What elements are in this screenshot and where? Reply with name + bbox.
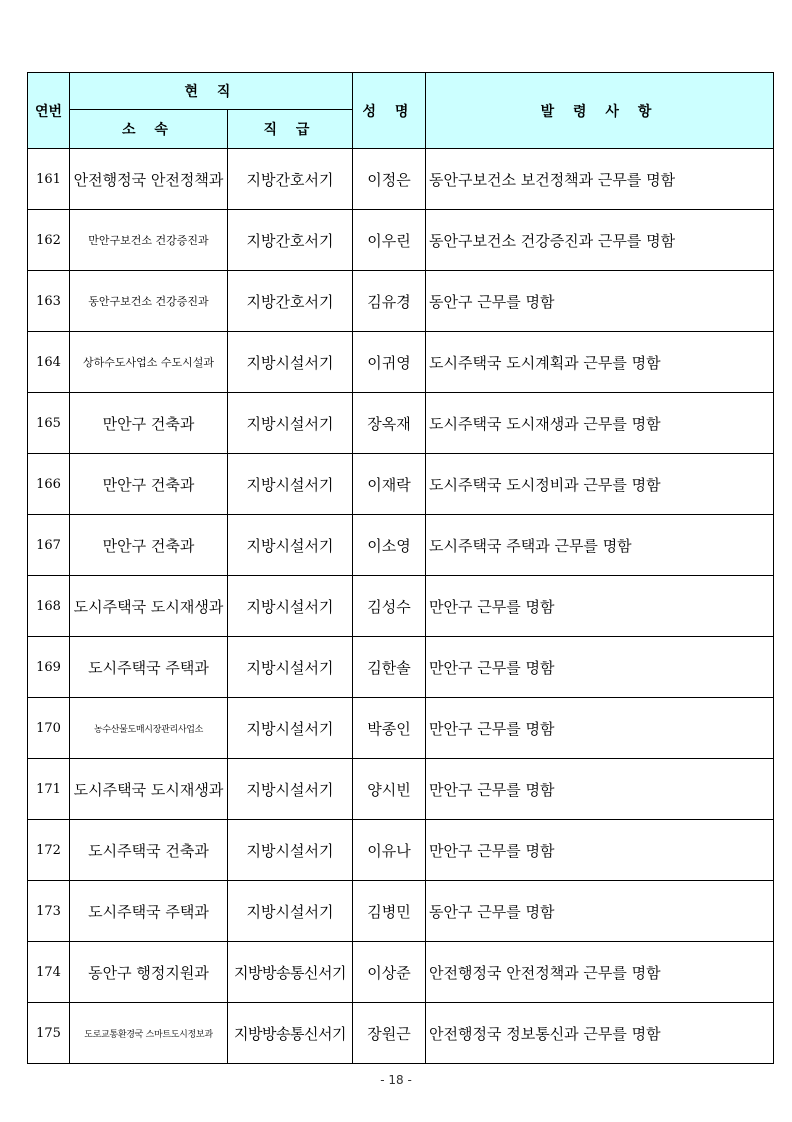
row-name: 이유나 <box>353 820 426 881</box>
table-row <box>28 1003 774 1064</box>
row-rank: 지방방송통신서기 <box>228 1003 353 1064</box>
row-rank: 지방시설서기 <box>228 698 353 759</box>
row-name: 김성수 <box>353 576 426 637</box>
row-dept: 도시주택국 건축과 <box>70 820 228 881</box>
row-name: 이우린 <box>353 210 426 271</box>
row-dept: 도시주택국 주택과 <box>70 881 228 942</box>
row-dept: 도시주택국 주택과 <box>70 637 228 698</box>
row-rank: 지방시설서기 <box>228 637 353 698</box>
row-rank: 지방시설서기 <box>228 881 353 942</box>
row-num: 172 <box>28 820 70 881</box>
row-note: 만안구 근무를 명함 <box>426 576 774 637</box>
row-name: 양시빈 <box>353 759 426 820</box>
row-rank: 지방간호서기 <box>228 210 353 271</box>
row-name: 이정은 <box>353 149 426 210</box>
row-dept: 동안구 행정지원과 <box>70 942 228 1003</box>
row-dept: 도시주택국 도시재생과 <box>70 759 228 820</box>
row-name: 이재락 <box>353 454 426 515</box>
row-name: 이소영 <box>353 515 426 576</box>
row-rank: 지방시설서기 <box>228 332 353 393</box>
row-rank: 지방방송통신서기 <box>228 942 353 1003</box>
table-row <box>28 271 774 332</box>
row-num: 165 <box>28 393 70 454</box>
row-name: 이상준 <box>353 942 426 1003</box>
row-num: 167 <box>28 515 70 576</box>
row-dept: 만안구 건축과 <box>70 393 228 454</box>
row-dept: 도시주택국 도시재생과 <box>70 576 228 637</box>
table-row <box>28 210 774 271</box>
row-note: 동안구보건소 건강증진과 근무를 명함 <box>426 210 774 271</box>
row-note: 안전행정국 안전정책과 근무를 명함 <box>426 942 774 1003</box>
row-num: 173 <box>28 881 70 942</box>
row-name: 박종인 <box>353 698 426 759</box>
table-row <box>28 149 774 210</box>
row-note: 동안구 근무를 명함 <box>426 271 774 332</box>
row-dept: 상하수도사업소 수도시설과 <box>70 332 228 393</box>
row-note: 도시주택국 도시계획과 근무를 명함 <box>426 332 774 393</box>
row-num: 175 <box>28 1003 70 1064</box>
row-num: 162 <box>28 210 70 271</box>
row-rank: 지방간호서기 <box>228 149 353 210</box>
row-dept: 동안구보건소 건강증진과 <box>70 271 228 332</box>
row-dept: 만안구 건축과 <box>70 454 228 515</box>
row-name: 김한솔 <box>353 637 426 698</box>
row-name: 장원근 <box>353 1003 426 1064</box>
row-note: 도시주택국 주택과 근무를 명함 <box>426 515 774 576</box>
table-row <box>28 881 774 942</box>
row-rank: 지방간호서기 <box>228 271 353 332</box>
header-note: 발 령 사 항 <box>426 73 774 149</box>
table-row <box>28 820 774 881</box>
table-row <box>28 454 774 515</box>
table-row <box>28 637 774 698</box>
row-num: 174 <box>28 942 70 1003</box>
row-dept: 농수산물도매시장관리사업소 <box>70 698 228 759</box>
row-rank: 지방시설서기 <box>228 393 353 454</box>
row-rank: 지방시설서기 <box>228 759 353 820</box>
row-rank: 지방시설서기 <box>228 576 353 637</box>
row-note: 도시주택국 도시정비과 근무를 명함 <box>426 454 774 515</box>
table-row <box>28 576 774 637</box>
row-dept: 만안구보건소 건강증진과 <box>70 210 228 271</box>
table-row <box>28 942 774 1003</box>
row-note: 만안구 근무를 명함 <box>426 820 774 881</box>
row-num: 164 <box>28 332 70 393</box>
row-note: 도시주택국 도시재생과 근무를 명함 <box>426 393 774 454</box>
personnel-table <box>27 72 774 1064</box>
header-dept: 소 속 <box>70 110 228 149</box>
header-name: 성 명 <box>353 73 426 149</box>
header-rank: 직 급 <box>228 110 353 149</box>
row-name: 장옥재 <box>353 393 426 454</box>
row-num: 166 <box>28 454 70 515</box>
row-note: 동안구 근무를 명함 <box>426 881 774 942</box>
table-row <box>28 393 774 454</box>
table-row <box>28 332 774 393</box>
row-dept: 도로교통환경국 스마트도시정보과 <box>70 1003 228 1064</box>
table-row <box>28 698 774 759</box>
header-current-position: 현 직 <box>70 73 353 110</box>
row-num: 170 <box>28 698 70 759</box>
page-number: - 18 - <box>380 1073 412 1087</box>
row-name: 김병민 <box>353 881 426 942</box>
table-row <box>28 515 774 576</box>
row-note: 안전행정국 정보통신과 근무를 명함 <box>426 1003 774 1064</box>
row-num: 171 <box>28 759 70 820</box>
row-dept: 안전행정국 안전정책과 <box>70 149 228 210</box>
row-rank: 지방시설서기 <box>228 454 353 515</box>
row-name: 김유경 <box>353 271 426 332</box>
row-note: 만안구 근무를 명함 <box>426 637 774 698</box>
row-num: 169 <box>28 637 70 698</box>
row-note: 만안구 근무를 명함 <box>426 698 774 759</box>
row-rank: 지방시설서기 <box>228 515 353 576</box>
header-num: 연번 <box>28 73 70 149</box>
row-num: 161 <box>28 149 70 210</box>
row-note: 동안구보건소 보건정책과 근무를 명함 <box>426 149 774 210</box>
table-row <box>28 759 774 820</box>
row-num: 163 <box>28 271 70 332</box>
row-num: 168 <box>28 576 70 637</box>
row-rank: 지방시설서기 <box>228 820 353 881</box>
row-dept: 만안구 건축과 <box>70 515 228 576</box>
row-note: 만안구 근무를 명함 <box>426 759 774 820</box>
row-name: 이귀영 <box>353 332 426 393</box>
